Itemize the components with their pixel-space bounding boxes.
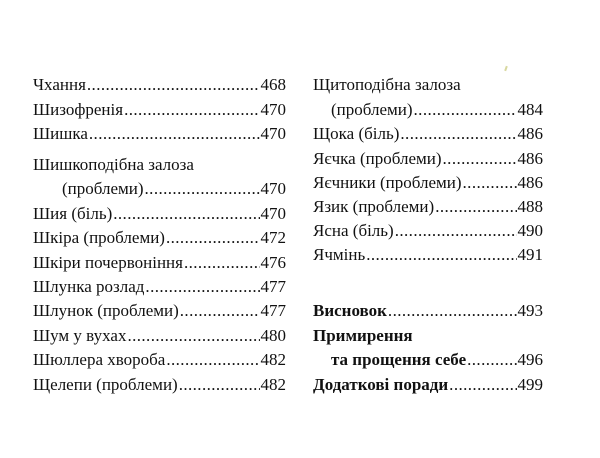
toc-entry-title: Шизофренія bbox=[33, 100, 124, 119]
dot-leader bbox=[443, 149, 517, 169]
dot-leader bbox=[113, 204, 259, 224]
toc-entry bbox=[331, 350, 543, 370]
dot-leader bbox=[166, 228, 260, 248]
dot-leader bbox=[124, 100, 259, 120]
toc-entry-title: Шкіри почервоніння bbox=[33, 253, 183, 272]
dot-leader bbox=[127, 326, 259, 346]
toc-entry bbox=[313, 197, 543, 217]
toc-entry bbox=[33, 253, 286, 273]
dot-leader bbox=[435, 197, 516, 217]
dot-leader bbox=[414, 100, 517, 120]
dot-leader bbox=[366, 245, 516, 265]
toc-entry-title: Додаткові поради bbox=[313, 375, 449, 394]
toc-entry-page: 499 bbox=[517, 375, 543, 394]
dot-leader bbox=[89, 124, 260, 144]
toc-entry-page: 482 bbox=[260, 350, 286, 369]
toc-entry bbox=[313, 124, 543, 144]
dot-leader bbox=[400, 124, 516, 144]
toc-entry-title: Шюллера хвороба bbox=[33, 350, 166, 369]
toc-entry bbox=[33, 301, 286, 321]
toc-entry-page: 470 bbox=[260, 124, 286, 143]
toc-entry-title: Шишкоподібна залоза bbox=[33, 155, 194, 174]
toc-entry bbox=[33, 124, 286, 144]
toc-entry-title: Висновок bbox=[313, 301, 387, 320]
toc-entry-page: 472 bbox=[260, 228, 286, 247]
toc-entry-title: Щитоподібна залоза bbox=[313, 75, 461, 94]
toc-entry bbox=[313, 375, 543, 395]
toc-entry bbox=[313, 173, 543, 193]
dot-leader bbox=[388, 301, 517, 321]
toc-entry-page: 468 bbox=[260, 75, 286, 94]
toc-entry bbox=[33, 228, 286, 248]
toc-entry bbox=[313, 221, 543, 241]
toc-entry bbox=[313, 301, 543, 321]
toc-entry-page: 477 bbox=[260, 277, 286, 296]
toc-entry-title: Шлунок (проблеми) bbox=[33, 301, 179, 320]
dot-leader bbox=[145, 277, 259, 297]
toc-entry bbox=[33, 350, 286, 370]
toc-entry-title: Ясна (біль) bbox=[313, 221, 394, 240]
toc-entry-title: (проблеми) bbox=[62, 179, 144, 198]
toc-entry-page: 476 bbox=[260, 253, 286, 272]
toc-entry bbox=[331, 100, 543, 120]
dot-leader bbox=[180, 301, 260, 321]
dot-leader bbox=[395, 221, 517, 241]
toc-entry-title: Шишка bbox=[33, 124, 88, 143]
toc-entry bbox=[313, 245, 543, 265]
toc-entry-title: Чхання bbox=[33, 75, 86, 94]
toc-entry-page: 486 bbox=[517, 124, 543, 143]
dot-leader bbox=[166, 350, 259, 370]
toc-entry bbox=[313, 149, 543, 169]
toc-entry-page: 490 bbox=[517, 221, 543, 240]
toc-entry bbox=[33, 277, 286, 297]
dot-leader bbox=[463, 173, 517, 193]
toc-entry-page: 470 bbox=[260, 204, 286, 223]
dot-leader bbox=[87, 75, 260, 95]
dot-leader bbox=[145, 179, 260, 199]
toc-entry bbox=[33, 326, 286, 346]
toc-entry-title: Шкіра (проблеми) bbox=[33, 228, 165, 247]
dot-leader bbox=[184, 253, 260, 273]
paper-speck bbox=[504, 66, 508, 71]
toc-entry-page: 477 bbox=[260, 301, 286, 320]
toc-entry bbox=[33, 75, 286, 95]
dot-leader bbox=[449, 375, 516, 395]
toc-entry-page: 486 bbox=[517, 173, 543, 192]
toc-entry-page: 482 bbox=[260, 375, 286, 394]
toc-entry-title: (проблеми) bbox=[331, 100, 413, 119]
toc-entry-title: Шлунка розлад bbox=[33, 277, 145, 296]
toc-entry-page: 470 bbox=[260, 100, 286, 119]
toc-entry-page: 488 bbox=[517, 197, 543, 216]
toc-entry-page: 480 bbox=[260, 326, 286, 345]
toc-entry-page: 470 bbox=[260, 179, 286, 198]
toc-entry-page: 484 bbox=[517, 100, 543, 119]
toc-entry-title: Яєчники (проблеми) bbox=[313, 173, 462, 192]
toc-entry bbox=[62, 179, 286, 199]
toc-entry-page: 486 bbox=[517, 149, 543, 168]
toc-entry-title: та прощення себе bbox=[331, 350, 467, 369]
toc-entry-title: Щока (біль) bbox=[313, 124, 400, 143]
toc-entry-title: Щелепи (проблеми) bbox=[33, 375, 178, 394]
toc-entry-title: Шум у вухах bbox=[33, 326, 127, 345]
toc-entry-page: 493 bbox=[517, 301, 543, 320]
toc-entry-page: 496 bbox=[517, 350, 543, 369]
toc-entry-title: Ячмінь bbox=[313, 245, 366, 264]
toc-entry bbox=[33, 204, 286, 224]
toc-entry-page: 491 bbox=[517, 245, 543, 264]
dot-leader bbox=[179, 375, 260, 395]
toc-entry-title: Яєчка (проблеми) bbox=[313, 149, 442, 168]
toc-entry bbox=[33, 375, 286, 395]
dot-leader bbox=[467, 350, 516, 370]
toc-entry-title: Язик (проблеми) bbox=[313, 197, 435, 216]
toc-entry-title: Шия (біль) bbox=[33, 204, 113, 223]
toc-entry bbox=[33, 100, 286, 120]
toc-entry-title: Примирення bbox=[313, 326, 413, 345]
